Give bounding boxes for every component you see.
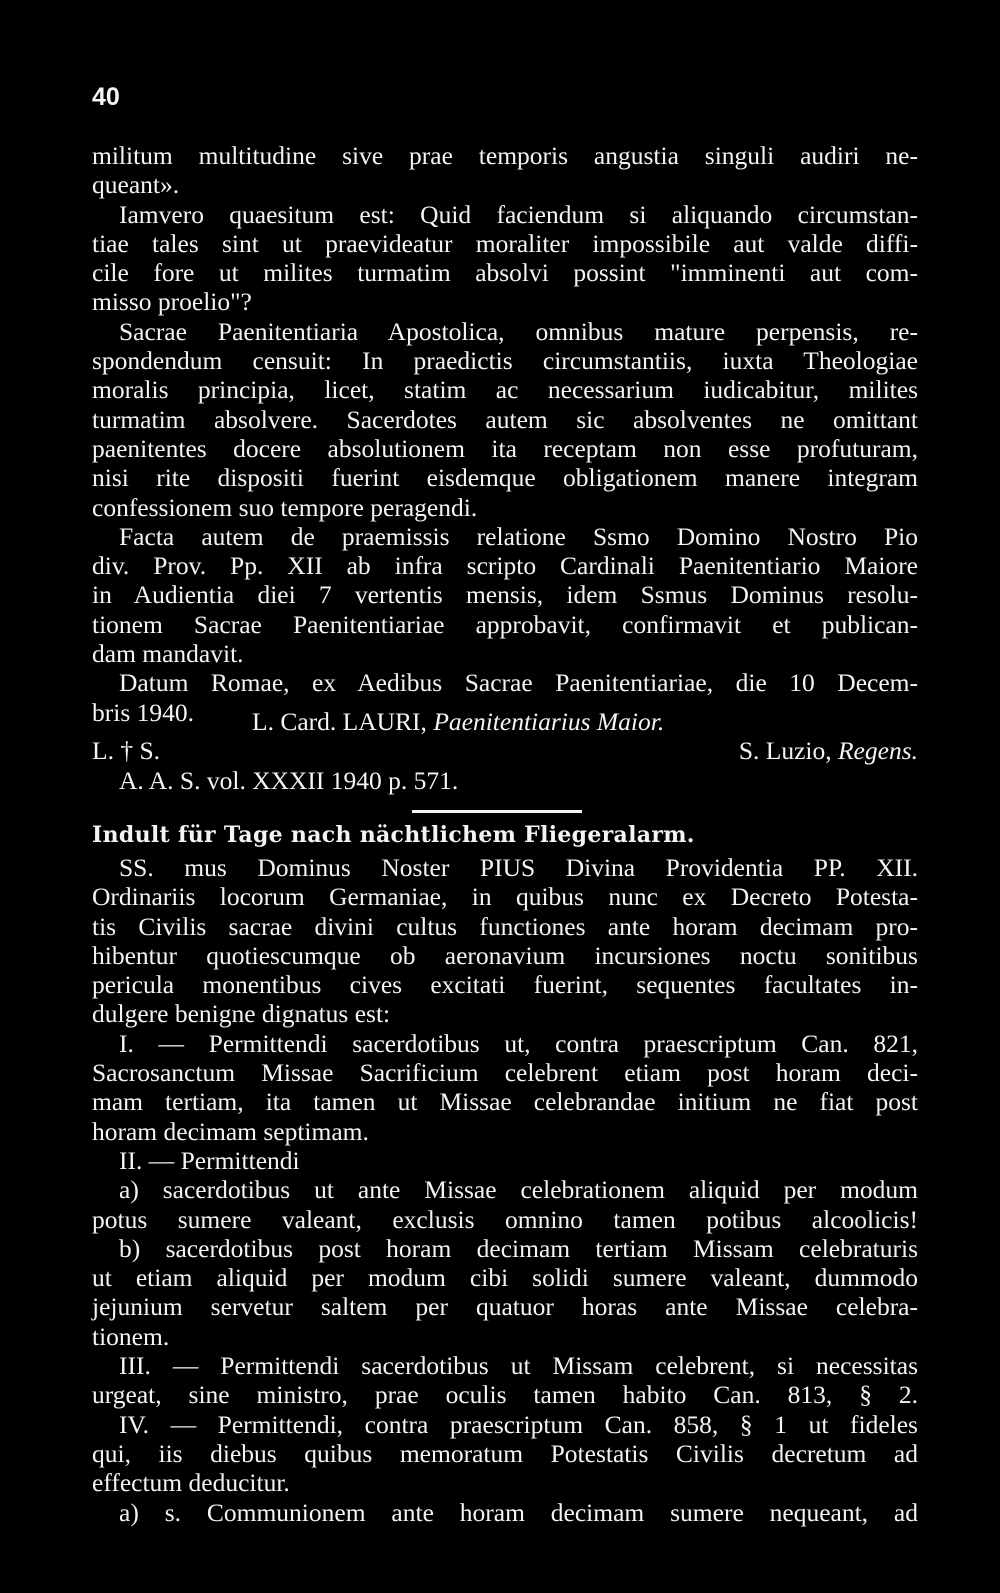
- text-line: dulgere benigne dignatus est:: [92, 999, 391, 1029]
- text-line: Facta autem de praemissis relatione Ssmo Domino Nostro Pio: [119, 521, 918, 551]
- indult-text-block: [92, 853, 918, 1527]
- text-line: II. — Permittendi: [119, 1145, 300, 1175]
- text-line: nisi rite dispositi fuerint eisdemque obligationem manere integram: [92, 463, 918, 493]
- text-line: III. — Permittendi sacerdotibus ut Missam celebrent, si necessitas: [119, 1351, 918, 1381]
- text-line: Datum Romae, ex Aedibus Sacrae Paenitentiariae, die 10 Decem-: [119, 668, 918, 698]
- seal-regens-line: [92, 736, 918, 765]
- text-line: potus sumere valeant, exclusis omnino tamen potibus alcoolicis!: [92, 1204, 918, 1234]
- text-line: misso proelio"?: [92, 287, 252, 317]
- text-line: effectum deducitur.: [92, 1468, 290, 1498]
- text-line: Ordinariis locorum Germaniae, in quibus nunc ex Decreto Potesta-: [92, 882, 918, 912]
- text-line: pericula monentibus cives excitati fuerint, sequentes facultates in-: [92, 970, 918, 1000]
- cardinal-title: Paenitentiarius Maior.: [433, 707, 665, 736]
- text-line: I. — Permittendi sacerdotibus ut, contra praescriptum Can. 821,: [119, 1028, 918, 1058]
- text-line: moralis principia, licet, statim ac necessarium iudicabitur, milites: [92, 375, 918, 405]
- section-heading: Indult für Tage nach nächtlichem Fliegeralarm.: [92, 822, 695, 848]
- regens-title: Regens.: [837, 736, 918, 766]
- text-line: ut etiam aliquid per modum cibi solidi sumere valeant, dummodo: [92, 1263, 918, 1293]
- text-line: spondendum censuit: In praedictis circumstantiis, iuxta Theologiae: [92, 346, 918, 376]
- text-line: Iamvero quaesitum est: Quid faciendum si aliquando circumstan-: [119, 199, 918, 229]
- text-line: mam tertiam, ita tamen ut Missae celebrandae initium ne fiat post: [92, 1087, 918, 1117]
- text-line: tis Civilis sacrae divini cultus functiones ante horam decimam pro-: [92, 911, 918, 941]
- text-line: confessionem suo tempore peragendi.: [92, 492, 478, 522]
- text-line: IV. — Permittendi, contra praescriptum Can. 858, § 1 ut fideles: [119, 1409, 918, 1439]
- decree-text-block: [92, 141, 918, 727]
- text-line: qui, iis diebus quibus memoratum Potestatis Civilis decretum ad: [92, 1438, 918, 1468]
- text-line: tiae tales sint ut praevideatur moraliter impossibile aut valde diffi-: [92, 228, 918, 258]
- text-line: jejunium servetur saltem per quatuor horas ante Missae celebra-: [92, 1292, 918, 1322]
- text-line: queant».: [92, 170, 180, 200]
- text-line: SS. mus Dominus Noster PIUS Divina Providentia PP. XII.: [119, 853, 918, 882]
- page-number: 40: [92, 83, 120, 111]
- text-line: turmatim absolvere. Sacerdotes autem sic absolventes ne omittant: [92, 404, 918, 434]
- signature-block: [92, 707, 918, 795]
- text-line: cile fore ut milites turmatim absolvi possint "imminenti aut com-: [92, 258, 918, 288]
- section-divider: [412, 810, 582, 813]
- text-line: militum multitudine sive prae temporis angustia singuli audiri ne-: [92, 141, 918, 170]
- text-line: Sacrae Paenitentiaria Apostolica, omnibus mature perpensis, re-: [119, 316, 918, 346]
- text-line: dam mandavit.: [92, 639, 244, 669]
- text-line: div. Prov. Pp. XII ab infra scripto Cardinali Paenitentiario Maiore: [92, 551, 918, 581]
- text-line: b) sacerdotibus post horam decimam tertiam Missam celebraturis: [119, 1233, 918, 1263]
- aas-reference-line: [92, 766, 918, 795]
- text-line: tionem Sacrae Paenitentiariae approbavit, confirmavit et publican-: [92, 609, 918, 639]
- text-line: in Audientia diei 7 vertentis mensis, idem Ssmus Dominus resolu-: [92, 580, 918, 610]
- aas-reference: A. A. S. vol. XXXII 1940 p. 571.: [119, 765, 459, 795]
- regens-name: S. Luzio,: [738, 736, 838, 766]
- text-line: a) s. Communionem ante horam decimam sumere nequeant, ad: [119, 1497, 918, 1527]
- text-line: paenitentes docere absolutionem ita receptam non esse profuturam,: [92, 433, 918, 463]
- text-line: a) sacerdotibus ut ante Missae celebrationem aliquid per modum: [119, 1175, 918, 1205]
- seal-mark: L. † S.: [92, 736, 161, 766]
- text-line: Sacrosanctum Missae Sacrificium celebrent etiam post horam deci-: [92, 1058, 918, 1088]
- text-line: urgeat, sine ministro, prae oculis tamen habito Can. 813, § 2.: [92, 1380, 918, 1410]
- cardinal-name: L. Card. LAURI,: [252, 707, 434, 736]
- text-line: bris 1940.: [92, 697, 194, 727]
- text-line: horam decimam septimam.: [92, 1116, 369, 1146]
- text-line: hibentur quotiescumque ob aeronavium incursiones noctu sonitibus: [92, 940, 918, 970]
- text-line: tionem.: [92, 1321, 170, 1351]
- cardinal-signature-line: [92, 707, 918, 736]
